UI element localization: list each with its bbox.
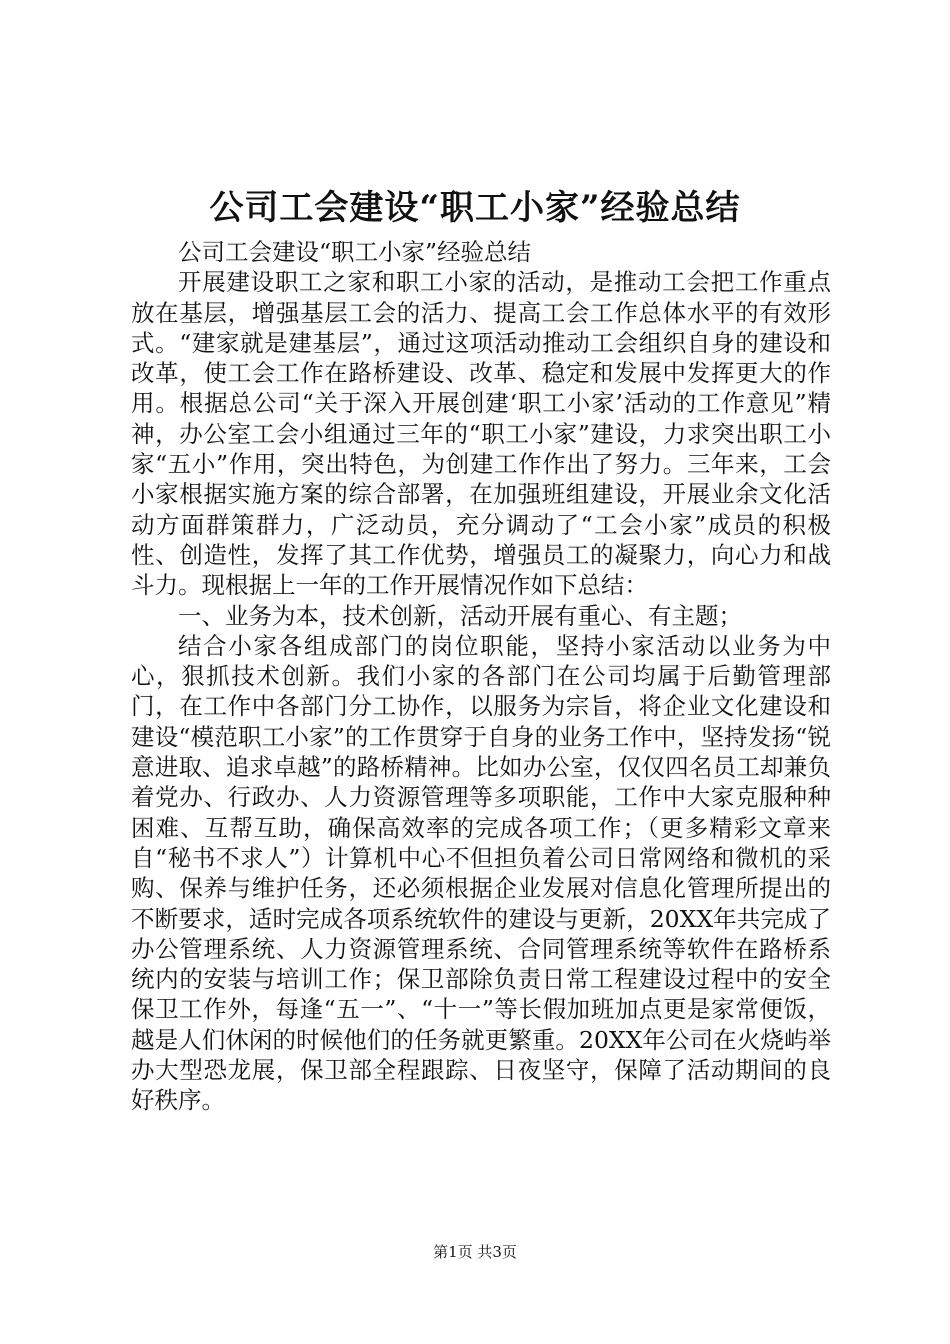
paragraph-intro: 开展建设职工之家和职工小家的活动，是推动工会把工作重点放在基层，增强基层工会的活力、提高工会工作总体水平的有效形式。“建家就是建基层”，通过这项活动推动工会组织自身的建设和改革，使工会工作在路桥建设、改革、稳定和发展中发挥更大的作用。根据总公司“关于深入开展创建‘职工小家’活动的工作意见”精神，办公室工会小组通过三年的“职工小家”建设，力求突出职工小家“五小”作用，突出特色，为创建工作作出了努力。三年来，工会小家根据实施方案的综合部署，在加强班组建设，开展业余文化活动方面群策群力，广泛动员，充分调动了“工会小家”成员的积极性、创造性，发挥了其工作优势，增强员工的凝聚力，向心力和战斗力。现根据上一年的工作开展情况作如下总结：: [131, 268, 831, 600]
paragraph-subtitle: 公司工会建设“职工小家”经验总结: [178, 238, 532, 266]
section-heading-1: 一、业务为本，技术创新，活动开展有重心、有主题；: [178, 601, 742, 630]
page-number-footer: 第1页 共3页: [433, 1243, 517, 1261]
document-title: 公司工会建设“职工小家”经验总结: [209, 188, 741, 228]
document-body: [131, 237, 831, 1116]
paragraph-section-1: 结合小家各组成部门的岗位职能，坚持小家活动以业务为中心，狠抓技术创新。我们小家的各部门在公司均属于后勤管理部门，在工作中各部门分工协作，以服务为宗旨，将企业文化建设和建设“模范职工小家”的工作贯穿于自身的业务工作中，坚持发扬“锐意进取、追求卓越”的路桥精神。比如办公室，仅仅四名员工却兼负着党办、行政办、人力资源管理等多项职能，工作中大家克服种种困难、互帮互助，确保高效率的完成各项工作；（更多精彩文章来自“秘书不求人”）计算机中心不但担负着公司日常网络和微机的采购、保养与维护任务，还必须根据企业发展对信息化管理所提出的不断要求，适时完成各项系统软件的建设与更新，20XX年共完成了办公管理系统、人力资源管理系统、合同管理系统等软件在路桥系统内的安装与培训工作；保卫部除负责日常工程建设过程中的安全保卫工作外，每逢“五一”、“十一”等长假加班加点更是家常便饭，越是人们休闲的时候他们的任务就更繁重。20XX年公司在火烧屿举办大型恐龙展，保卫部全程跟踪、日夜坚守，保障了活动期间的良好秩序。: [131, 631, 831, 1115]
